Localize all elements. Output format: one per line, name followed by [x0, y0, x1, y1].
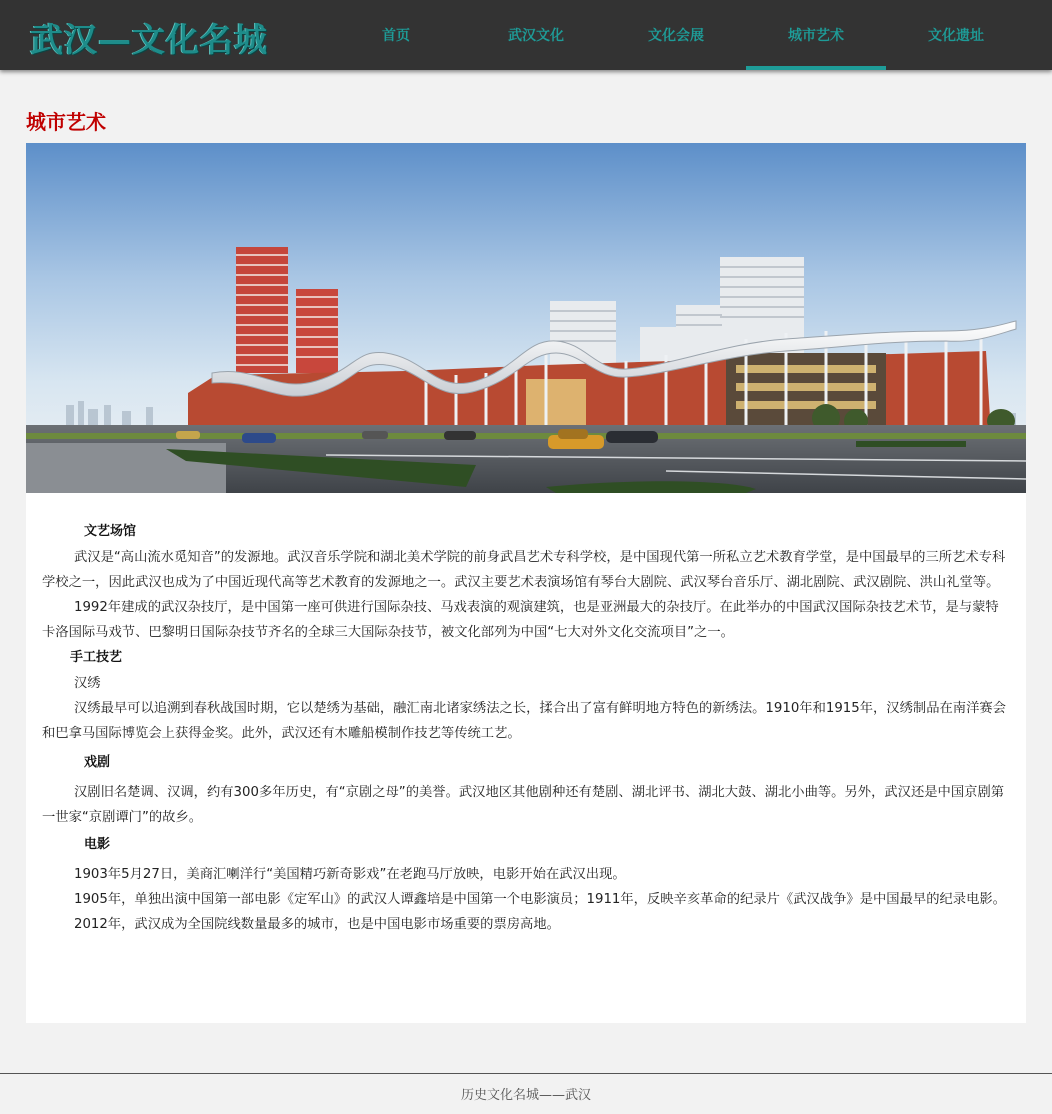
article: [26, 493, 1026, 937]
paragraph: 汉绣: [74, 676, 101, 691]
nav-item-cultural-sites[interactable]: 文化遗址: [928, 28, 984, 44]
paragraph: 汉绣最早可以追溯到春秋战国时期，它以楚绣为基础，融汇南北诸家绣法之长，揉合出了富有鲜明地方特色的新绣法。1910年和1915年，汉绣制品在南洋赛会和巴拿马国际博览会上获得金奖。此外，武汉还有木雕船模制作技艺等传统工艺。: [42, 701, 1006, 741]
section-heading: 手工技艺: [70, 650, 123, 665]
main-nav: [326, 0, 1026, 70]
section-heading: 文艺场馆: [84, 524, 137, 539]
nav-item-culture-expo[interactable]: 文化会展: [648, 28, 704, 44]
paragraph: 1992年建成的武汉杂技厅，是中国第一座可供进行国际杂技、马戏表演的观演建筑，也是亚洲最大的杂技厅。在此举办的中国武汉国际杂技艺术节，是与蒙特卡洛国际马戏节、巴黎明日国际杂技节齐名的全球三大国际杂技节，被文化部列为中国“七大对外文化交流项目”之一。: [42, 600, 999, 640]
nav-item-city-art[interactable]: 城市艺术: [746, 0, 886, 70]
paragraph: 1905年，单独出演中国第一部电影《定军山》的武汉人谭鑫培是中国第一个电影演员；1911年，反映辛亥革命的纪录片《武汉战争》是中国最早的纪录电影。: [74, 892, 1006, 907]
paragraph: 1903年5月27日，美商汇喇洋行“美国精巧新奇影戏”在老跑马厅放映，电影开始在武汉出现。: [74, 867, 626, 882]
footer-text: 历史文化名城——武汉: [460, 1088, 591, 1103]
footer-divider: [0, 1073, 1052, 1074]
content-card: [26, 143, 1026, 1023]
section-heading: 戏剧: [84, 755, 111, 770]
hero-image: [26, 143, 1026, 493]
nav-item-wuhan-culture[interactable]: 武汉文化: [508, 28, 564, 44]
section-heading: 电影: [84, 837, 111, 852]
paragraph: 汉剧旧名楚调、汉调，约有300多年历史，有“京剧之母”的美誉。武汉地区其他剧种还有楚剧、湖北评书、湖北大鼓、湖北小曲等。另外，武汉还是中国京剧第一世家“京剧谭门”的故乡。: [42, 785, 1005, 825]
paragraph: 武汉是“高山流水觅知音”的发源地。武汉音乐学院和湖北美术学院的前身武昌艺术专科学校，是中国现代第一所私立艺术教育学堂，是中国最早的三所艺术专科学校之一，因此武汉也成为了中国近现代高等艺术教育的发源地之一。武汉主要艺术表演场馆有琴台大剧院、武汉琴台音乐厅、湖北剧院、武汉剧院、洪山礼堂等。: [42, 550, 1006, 590]
paragraph: 2012年，武汉成为全国院线数量最多的城市，也是中国电影市场重要的票房高地。: [74, 917, 560, 932]
nav-item-home[interactable]: 首页: [382, 28, 410, 44]
top-nav-bar: [0, 0, 1052, 70]
site-logo[interactable]: 武汉—文化名城: [30, 20, 268, 59]
page-title: 城市艺术: [26, 110, 106, 134]
